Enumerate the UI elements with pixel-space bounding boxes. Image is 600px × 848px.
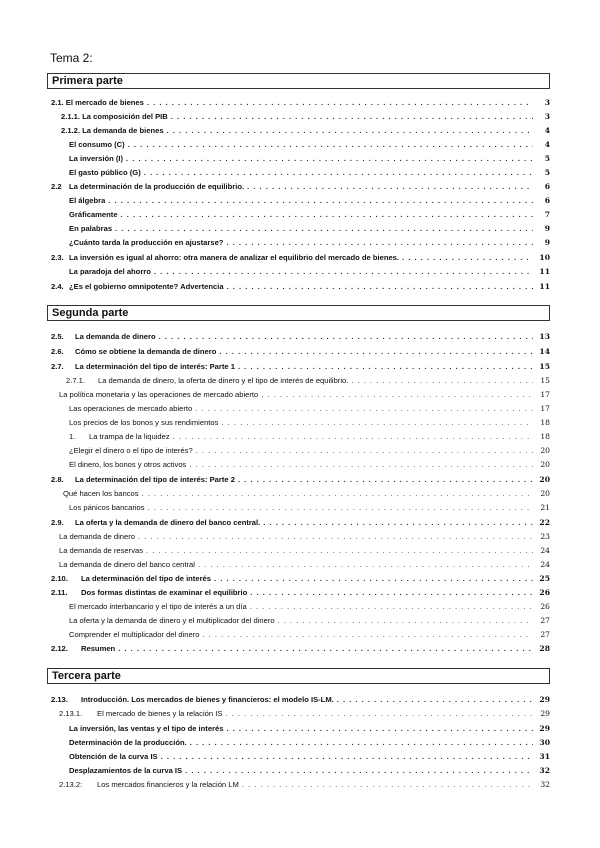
section-header-tercera — [47, 668, 550, 684]
toc-entry[interactable]: 2.5. La demanda de dinero . . . 13 — [51, 331, 550, 343]
toc-entry[interactable]: ¿Elegir el dinero o el tipo de interés? . . . 20 — [69, 445, 550, 457]
toc-entry[interactable]: La inversión (I) . . . 5 — [69, 153, 550, 165]
toc-entry[interactable]: Los precios de los bonos y sus rendimientos . . . 18 — [69, 417, 550, 429]
toc-entry[interactable]: 2.4. ¿Es el gobierno omnipotente? Advertencia . . . 11 — [51, 281, 550, 293]
toc-entry[interactable]: El álgebra . . . 6 — [69, 195, 550, 207]
toc-entry[interactable]: Determinación de la producción. . . . 30 — [69, 737, 550, 749]
toc-entry[interactable]: 2.1. El mercado de bienes . . . 3 — [51, 97, 550, 109]
toc-entry[interactable]: Las operaciones de mercado abierto . . . 17 — [69, 403, 550, 415]
toc-entry[interactable]: 2.7.1. La demanda de dinero, la oferta de dinero y el tipo de interés de equilibrio. . . . 15 — [66, 375, 550, 387]
section-title: Primera parte — [52, 75, 123, 87]
toc-entry[interactable]: La política monetaria y las operaciones de mercado abierto . . . 17 — [59, 389, 550, 401]
toc-entry[interactable]: La inversión, las ventas y el tipo de interés . . . 29 — [69, 723, 550, 735]
toc-entry[interactable]: En palabras . . . 9 — [69, 223, 550, 235]
section-header-primera — [47, 73, 550, 89]
toc-entry[interactable]: 2.8. La determinación del tipo de interés: Parte 2 . . . 20 — [51, 474, 550, 486]
toc-entry[interactable]: 2.9. La oferta y la demanda de dinero del banco central. . . . 22 — [51, 517, 550, 529]
toc-entry[interactable]: Qué hacen los bancos . . . 20 — [63, 488, 550, 500]
toc-entry[interactable]: El mercado interbancario y el tipo de interés a un día . . . 26 — [69, 601, 550, 613]
document-title: Tema 2: — [50, 51, 93, 65]
toc-entry[interactable]: El dinero, los bonos y otros activos . . . 20 — [69, 459, 550, 471]
toc-entry[interactable]: Obtención de la curva IS . . . 31 — [69, 751, 550, 763]
toc-entry[interactable]: 1. La trampa de la liquidez . . . 18 — [69, 431, 550, 443]
toc-entry[interactable]: 2.13.1. El mercado de bienes y la relación IS . . . 29 — [59, 708, 550, 720]
toc-entry[interactable]: La demanda de reservas . . . 24 — [59, 545, 550, 557]
toc-entry[interactable]: La oferta y la demanda de dinero y el multiplicador del dinero . . . 27 — [69, 615, 550, 627]
section-header-segunda — [47, 305, 550, 321]
toc-entry[interactable]: Gráficamente . . . 7 — [69, 209, 550, 221]
section-title: Segunda parte — [52, 307, 129, 319]
toc-entry[interactable]: 2.13.2: Los mercados financieros y la relación LM . . . 32 — [59, 779, 550, 791]
toc-entry[interactable]: 2.13. Introducción. Los mercados de bienes y financieros: el modelo IS-LM. . . . 29 — [51, 694, 550, 706]
toc-entry[interactable]: 2.12. Resumen . . . 28 — [51, 643, 550, 655]
toc-entry[interactable]: 2.1.2. La demanda de bienes . . . 4 — [61, 125, 550, 137]
toc-entry[interactable]: 2.11. Dos formas distintas de examinar el equilibrio . . . 26 — [51, 587, 550, 599]
toc-entry[interactable]: 2.6. Cómo se obtiene la demanda de dinero . . . 14 — [51, 346, 550, 358]
toc-entry[interactable]: La demanda de dinero del banco central . . . 24 — [59, 559, 550, 571]
toc-entry[interactable]: 2.2 La determinación de la producción de equilibrio. . . . 6 — [51, 181, 550, 193]
toc-entry[interactable]: La paradoja del ahorro . . . 11 — [69, 266, 550, 278]
toc-entry[interactable]: Los pánicos bancarios . . . 21 — [69, 502, 550, 514]
toc-entry[interactable]: 2.1.1. La composición del PIB . . . 3 — [61, 111, 550, 123]
toc-entry[interactable]: La demanda de dinero . . . 23 — [59, 531, 550, 543]
toc-entry[interactable]: 2.10. La determinación del tipo de interés . . . 25 — [51, 573, 550, 585]
toc-entry[interactable]: 2.3. La inversión es igual al ahorro: otra manera de analizar el equilibrio del mercado de bienes. . . . 10 — [51, 252, 550, 264]
toc-entry[interactable]: 2.7. La determinación del tipo de interés: Parte 1 . . . 15 — [51, 361, 550, 373]
toc-entry[interactable]: El gasto público (G) . . . 5 — [69, 167, 550, 179]
section-title: Tercera parte — [52, 670, 121, 682]
toc-entry[interactable]: ¿Cuánto tarda la producción en ajustarse? . . . 9 — [69, 237, 550, 249]
toc-entry[interactable]: Desplazamientos de la curva IS . . . 32 — [69, 765, 550, 777]
toc-entry[interactable]: El consumo (C) . . . 4 — [69, 139, 550, 151]
toc-entry[interactable]: Comprender el multiplicador del dinero . . . 27 — [69, 629, 550, 641]
